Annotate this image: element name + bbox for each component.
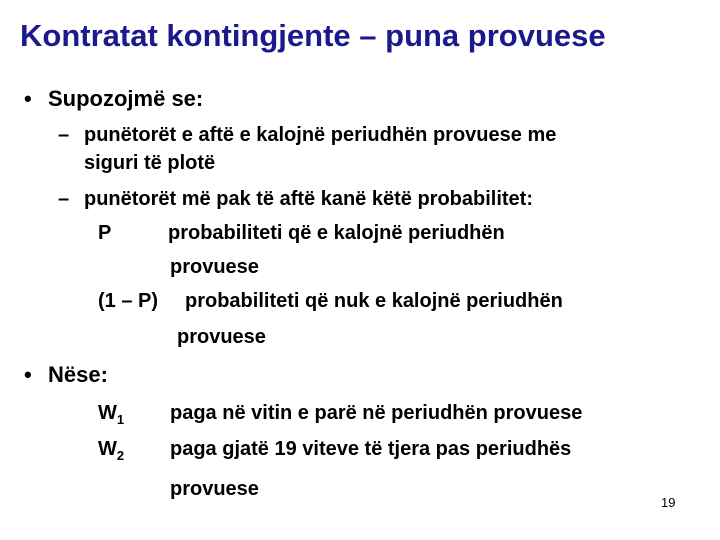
p-definition-line1: probabiliteti që e kalojnë periudhën — [168, 222, 505, 244]
dash-marker: – — [58, 188, 70, 210]
w2-definition-line1: paga gjatë 19 viteve të tjera pas periudhës — [170, 438, 572, 460]
page-number: 19 — [661, 495, 676, 510]
bullet-text: Supozojmë se: — [48, 86, 204, 111]
q-definition-line2: provuese — [177, 326, 266, 348]
slide-title: Kontratat kontingjente – puna provuese — [20, 18, 606, 53]
w1-label — [98, 402, 124, 427]
q-label: (1 – P) — [98, 290, 159, 312]
sub-bullet-text: punëtorët e aftë e kalojnë periudhën provuese me — [84, 124, 557, 146]
bullet-supozojme — [24, 86, 203, 112]
sub-bullet-text: punëtorët më pak të aftë kanë këtë probabilitet: — [84, 188, 533, 210]
p-label: P — [98, 222, 112, 244]
w1-definition: paga në vitin e parë në periudhën provuese — [170, 402, 583, 424]
q-definition-line1: probabiliteti që nuk e kalojnë periudhën — [185, 290, 563, 312]
bullet-nese — [24, 362, 108, 388]
dash-marker: – — [58, 124, 70, 146]
sub-bullet-1-line1 — [58, 124, 556, 147]
sub-bullet-1-line2: siguri të plotë — [84, 152, 216, 174]
bullet-marker: • — [24, 86, 32, 111]
p-definition-line2: provuese — [170, 256, 259, 278]
w2-base: W — [98, 438, 117, 460]
w2-subscript: 2 — [116, 448, 125, 463]
w1-subscript: 1 — [116, 412, 125, 427]
bullet-marker: • — [24, 362, 32, 387]
w2-definition-line2: provuese — [170, 478, 259, 500]
bullet-text: Nëse: — [48, 362, 108, 387]
w2-label — [98, 438, 124, 463]
sub-bullet-2 — [58, 188, 533, 211]
w1-base: W — [98, 402, 117, 424]
